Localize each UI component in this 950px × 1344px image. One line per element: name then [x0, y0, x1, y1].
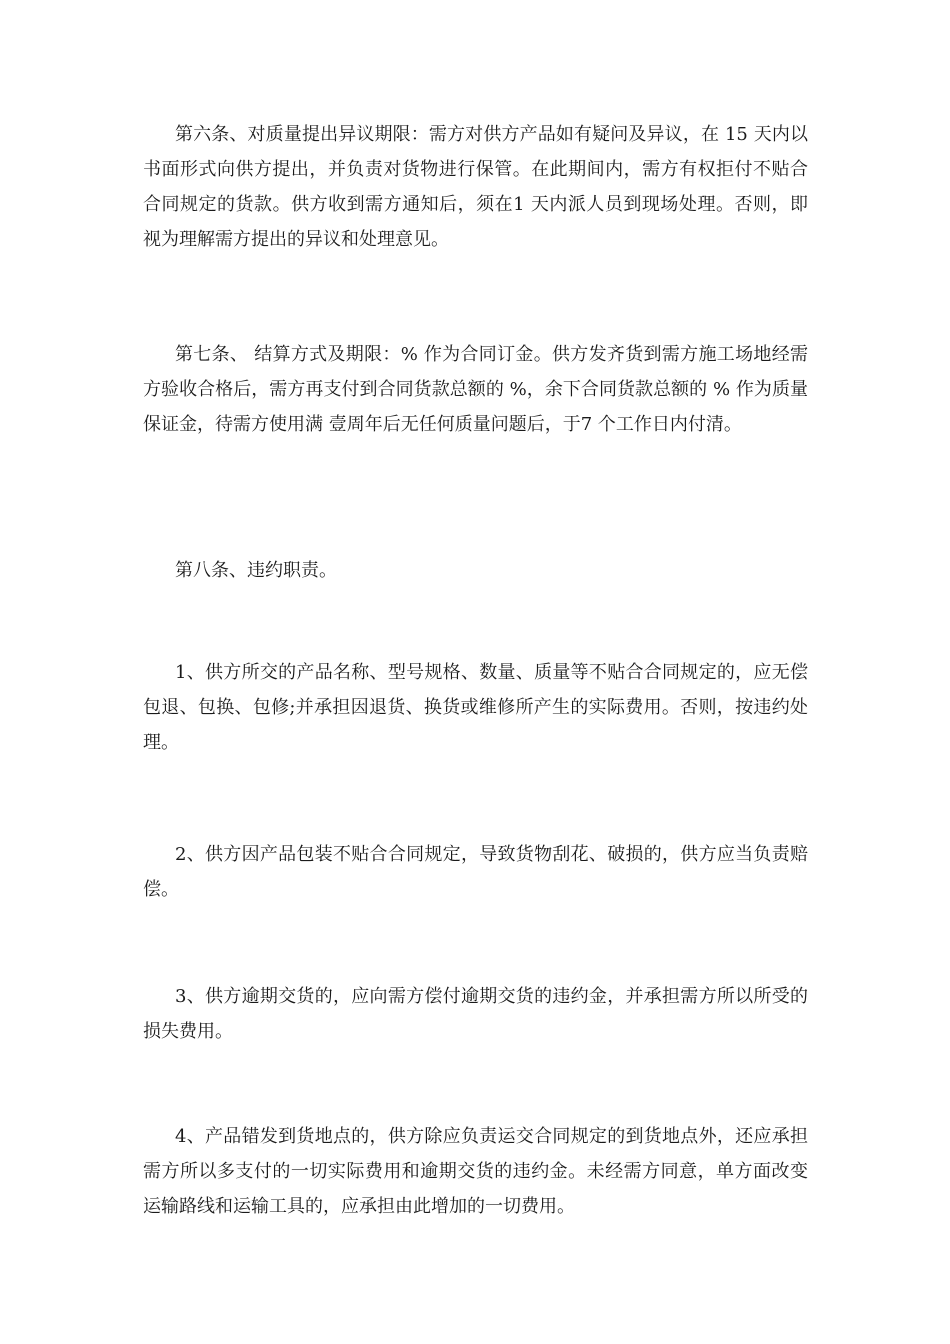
breach-clause-2: 2、供方因产品包装不贴合合同规定，导致货物刮花、破损的，供方应当负责赔偿。 — [143, 844, 808, 900]
article-7-settlement-method: 第七条、 结算方式及期限：% 作为合同订金。供方发齐货到需方施工场地经需方验收合格后，需方再支付到合同货款总额的 %，余下合同货款总额的 % 作为质量保证金，待需方使用满 壹周年后无任何质量问题后，于7 个工作日内付清。 — [143, 344, 808, 435]
article-8-breach-liability-heading: 第八条、违约职责。 — [175, 560, 337, 581]
breach-clause-1: 1、供方所交的产品名称、型号规格、数量、质量等不贴合合同规定的，应无偿包退、包换、包修;并承担因退货、换货或维修所产生的实际费用。否则，按违约处理。 — [143, 662, 808, 753]
article-6-quality-objection-period: 第六条、对质量提出异议期限：需方对供方产品如有疑问及异议，在 15 天内以书面形式向供方提出，并负责对货物进行保管。在此期间内，需方有权拒付不贴合合同规定的货款。供方收到需方通知后，须在1 天内派人员到现场处理。否则，即视为理解需方提出的异议和处理意见。 — [143, 124, 808, 250]
breach-clause-3: 3、供方逾期交货的，应向需方偿付逾期交货的违约金，并承担需方所以所受的损失费用。 — [143, 986, 808, 1042]
breach-clause-4: 4、产品错发到货地点的，供方除应负责运交合同规定的到货地点外，还应承担需方所以多支付的一切实际费用和逾期交货的违约金。未经需方同意，单方面改变运输路线和运输工具的，应承担由此增加的一切费用。 — [143, 1126, 808, 1217]
